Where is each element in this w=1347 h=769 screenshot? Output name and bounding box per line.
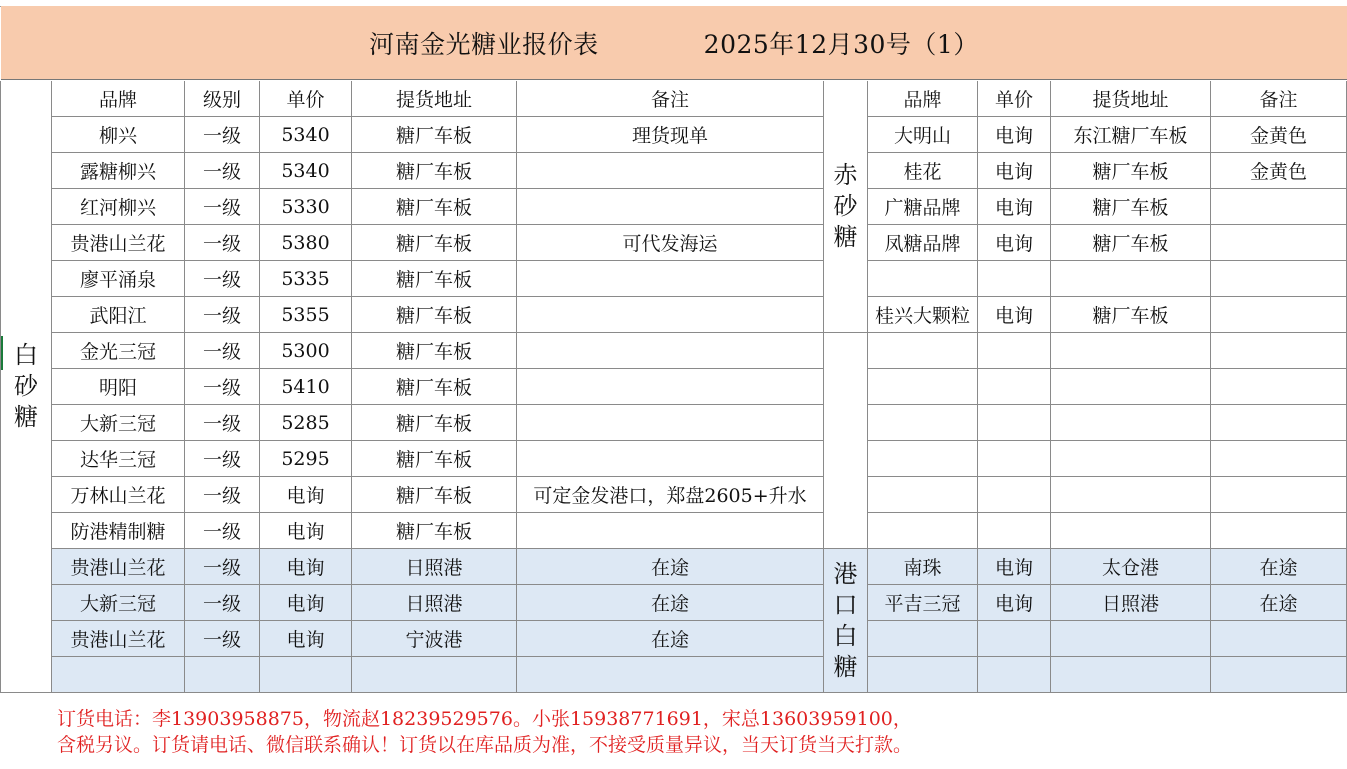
header-remark[interactable]: 备注 xyxy=(517,81,824,117)
category-blank-cell[interactable] xyxy=(824,333,868,549)
white-sugar-brand-cell[interactable]: 大新三冠 xyxy=(52,405,185,441)
red-sugar-brand-cell[interactable] xyxy=(868,441,978,477)
red-sugar-pickup-address-cell[interactable] xyxy=(1051,441,1211,477)
port-white-sugar-grade-cell[interactable]: 一级 xyxy=(185,621,260,657)
white-sugar-grade-cell[interactable]: 一级 xyxy=(185,225,260,261)
white-sugar-price-cell[interactable]: 5285 xyxy=(260,405,352,441)
white-sugar-price-cell[interactable]: 5295 xyxy=(260,441,352,477)
white-sugar-brand-cell[interactable]: 武阳江 xyxy=(52,297,185,333)
white-sugar-remark-cell[interactable] xyxy=(517,297,824,333)
white-sugar-price-cell[interactable]: 电询 xyxy=(260,513,352,549)
white-sugar-pickup-address-cell[interactable]: 糖厂车板 xyxy=(352,153,517,189)
white-sugar-brand-cell[interactable]: 达华三冠 xyxy=(52,441,185,477)
red-sugar-brand-cell[interactable]: 桂兴大颗粒 xyxy=(868,297,978,333)
white-sugar-brand-cell[interactable]: 露糖柳兴 xyxy=(52,153,185,189)
table-left-border xyxy=(0,81,1,693)
red-sugar-brand-cell[interactable] xyxy=(868,333,978,369)
white-sugar-brand-cell[interactable]: 贵港山兰花 xyxy=(52,225,185,261)
port-sugar-price-cell[interactable]: 电询 xyxy=(978,549,1051,585)
white-sugar-grade-cell[interactable]: 一级 xyxy=(185,369,260,405)
white-sugar-grade-cell[interactable]: 一级 xyxy=(185,189,260,225)
red-sugar-price-cell[interactable] xyxy=(978,513,1051,549)
port-sugar-pickup-address-cell[interactable] xyxy=(1051,657,1211,693)
white-sugar-grade-cell[interactable]: 一级 xyxy=(185,153,260,189)
white-sugar-pickup-address-cell[interactable]: 糖厂车板 xyxy=(352,189,517,225)
red-header-price[interactable]: 单价 xyxy=(978,81,1051,117)
red-sugar-pickup-address-cell[interactable] xyxy=(1051,261,1211,297)
port-white-sugar-price-cell[interactable]: 电询 xyxy=(260,621,352,657)
red-sugar-brand-cell[interactable] xyxy=(868,369,978,405)
white-sugar-pickup-address-cell[interactable]: 糖厂车板 xyxy=(352,441,517,477)
white-sugar-grade-cell[interactable]: 一级 xyxy=(185,513,260,549)
red-sugar-price-cell[interactable] xyxy=(978,333,1051,369)
header-grade[interactable]: 级别 xyxy=(185,81,260,117)
red-sugar-brand-cell[interactable]: 大明山 xyxy=(868,117,978,153)
white-sugar-pickup-address-cell[interactable]: 糖厂车板 xyxy=(352,225,517,261)
white-sugar-pickup-address-cell[interactable]: 糖厂车板 xyxy=(352,117,517,153)
white-sugar-pickup-address-cell[interactable]: 糖厂车板 xyxy=(352,369,517,405)
red-sugar-brand-cell[interactable]: 凤糖品牌 xyxy=(868,225,978,261)
white-sugar-brand-cell[interactable]: 金光三冠 xyxy=(52,333,185,369)
red-sugar-remark-cell[interactable] xyxy=(1211,189,1347,225)
port-white-sugar-remark-cell[interactable]: 在途 xyxy=(517,621,824,657)
white-sugar-remark-cell[interactable]: 可代发海运 xyxy=(517,225,824,261)
port-white-sugar-brand-cell[interactable]: 贵港山兰花 xyxy=(52,621,185,657)
red-sugar-remark-cell[interactable] xyxy=(1211,225,1347,261)
port-white-sugar-grade-cell[interactable]: 一级 xyxy=(185,585,260,621)
red-header-pickup-address[interactable]: 提货地址 xyxy=(1051,81,1211,117)
category-red-sugar[interactable]: 赤 砂 糖 xyxy=(824,81,868,333)
footer-contact-line: 订货电话：李13903958875，物流赵18239529576。小张15938771691，宋总13603959100， xyxy=(57,708,912,730)
port-sugar-brand-cell[interactable]: 南珠 xyxy=(868,549,978,585)
port-white-sugar-price-cell[interactable] xyxy=(260,657,352,693)
white-sugar-grade-cell[interactable]: 一级 xyxy=(185,477,260,513)
white-sugar-brand-cell[interactable]: 廖平涌泉 xyxy=(52,261,185,297)
red-sugar-pickup-address-cell[interactable] xyxy=(1051,477,1211,513)
port-white-sugar-brand-cell[interactable] xyxy=(52,657,185,693)
red-sugar-pickup-address-cell[interactable] xyxy=(1051,513,1211,549)
white-sugar-price-cell[interactable]: 5330 xyxy=(260,189,352,225)
white-sugar-remark-cell[interactable] xyxy=(517,333,824,369)
port-white-sugar-pickup-address-cell[interactable] xyxy=(352,657,517,693)
port-sugar-brand-cell[interactable]: 平吉三冠 xyxy=(868,585,978,621)
red-header-remark[interactable]: 备注 xyxy=(1211,81,1347,117)
white-sugar-remark-cell[interactable] xyxy=(517,261,824,297)
red-sugar-remark-cell[interactable] xyxy=(1211,477,1347,513)
red-sugar-remark-cell[interactable] xyxy=(1211,513,1347,549)
port-sugar-remark-cell[interactable] xyxy=(1211,657,1347,693)
white-sugar-remark-cell[interactable] xyxy=(517,153,824,189)
port-white-sugar-pickup-address-cell[interactable]: 宁波港 xyxy=(352,621,517,657)
white-sugar-remark-cell[interactable] xyxy=(517,405,824,441)
category-port-sugar[interactable]: 港 口 白 糖 xyxy=(824,549,868,693)
red-sugar-price-cell[interactable] xyxy=(978,369,1051,405)
white-sugar-grade-cell[interactable]: 一级 xyxy=(185,297,260,333)
red-sugar-remark-cell[interactable] xyxy=(1211,261,1347,297)
red-sugar-pickup-address-cell[interactable] xyxy=(1051,405,1211,441)
category-white-sugar[interactable]: 白 砂 糖 xyxy=(1,81,52,693)
red-sugar-price-cell[interactable] xyxy=(978,441,1051,477)
white-sugar-pickup-address-cell[interactable]: 糖厂车板 xyxy=(352,297,517,333)
red-sugar-brand-cell[interactable] xyxy=(868,477,978,513)
red-sugar-brand-cell[interactable] xyxy=(868,513,978,549)
white-sugar-grade-cell[interactable]: 一级 xyxy=(185,441,260,477)
white-sugar-brand-cell[interactable]: 柳兴 xyxy=(52,117,185,153)
red-header-brand[interactable]: 品牌 xyxy=(868,81,978,117)
white-sugar-remark-cell[interactable]: 理货现单 xyxy=(517,117,824,153)
port-white-sugar-grade-cell[interactable] xyxy=(185,657,260,693)
red-sugar-pickup-address-cell[interactable]: 糖厂车板 xyxy=(1051,153,1211,189)
white-sugar-grade-cell[interactable]: 一级 xyxy=(185,405,260,441)
white-sugar-pickup-address-cell[interactable]: 糖厂车板 xyxy=(352,405,517,441)
white-sugar-price-cell[interactable]: 5340 xyxy=(260,117,352,153)
port-white-sugar-remark-cell[interactable]: 在途 xyxy=(517,585,824,621)
port-sugar-pickup-address-cell[interactable]: 日照港 xyxy=(1051,585,1211,621)
white-sugar-grade-cell[interactable]: 一级 xyxy=(185,261,260,297)
red-sugar-price-cell[interactable]: 电询 xyxy=(978,153,1051,189)
white-sugar-price-cell[interactable]: 5335 xyxy=(260,261,352,297)
white-sugar-brand-cell[interactable]: 防港精制糖 xyxy=(52,513,185,549)
white-sugar-remark-cell[interactable] xyxy=(517,441,824,477)
white-sugar-price-cell[interactable]: 5410 xyxy=(260,369,352,405)
footer-notes xyxy=(57,706,912,758)
white-sugar-remark-cell[interactable] xyxy=(517,369,824,405)
red-sugar-pickup-address-cell[interactable]: 糖厂车板 xyxy=(1051,297,1211,333)
port-sugar-brand-cell[interactable] xyxy=(868,657,978,693)
white-sugar-brand-cell[interactable]: 万林山兰花 xyxy=(52,477,185,513)
footer-terms-line: 含税另议。订货请电话、微信联系确认！订货以在库品质为准，不接受质量异议，当天订货当天打款。 xyxy=(57,734,913,756)
port-sugar-price-cell[interactable] xyxy=(978,657,1051,693)
sheet-title: 河南金光糖业报价表 xyxy=(369,29,599,59)
red-sugar-brand-cell[interactable]: 桂花 xyxy=(868,153,978,189)
red-sugar-price-cell[interactable]: 电询 xyxy=(978,189,1051,225)
red-sugar-price-cell[interactable] xyxy=(978,405,1051,441)
white-sugar-grade-cell[interactable]: 一级 xyxy=(185,117,260,153)
red-sugar-remark-cell[interactable] xyxy=(1211,369,1347,405)
port-sugar-pickup-address-cell[interactable] xyxy=(1051,621,1211,657)
port-sugar-remark-cell[interactable]: 在途 xyxy=(1211,585,1347,621)
red-sugar-remark-cell[interactable] xyxy=(1211,333,1347,369)
port-white-sugar-brand-cell[interactable]: 大新三冠 xyxy=(52,585,185,621)
red-sugar-pickup-address-cell[interactable] xyxy=(1051,333,1211,369)
header-brand[interactable]: 品牌 xyxy=(52,81,185,117)
white-sugar-remark-cell[interactable] xyxy=(517,513,824,549)
red-sugar-brand-cell[interactable] xyxy=(868,261,978,297)
red-sugar-price-cell[interactable]: 电询 xyxy=(978,225,1051,261)
port-white-sugar-price-cell[interactable]: 电询 xyxy=(260,549,352,585)
white-sugar-pickup-address-cell[interactable]: 糖厂车板 xyxy=(352,261,517,297)
red-sugar-remark-cell[interactable]: 金黄色 xyxy=(1211,153,1347,189)
white-sugar-brand-cell[interactable]: 明阳 xyxy=(52,369,185,405)
white-sugar-grade-cell[interactable]: 一级 xyxy=(185,333,260,369)
port-white-sugar-brand-cell[interactable]: 贵港山兰花 xyxy=(52,549,185,585)
white-sugar-price-cell[interactable]: 电询 xyxy=(260,477,352,513)
port-white-sugar-price-cell[interactable]: 电询 xyxy=(260,585,352,621)
port-sugar-price-cell[interactable]: 电询 xyxy=(978,585,1051,621)
port-white-sugar-pickup-address-cell[interactable]: 日照港 xyxy=(352,549,517,585)
port-sugar-price-cell[interactable] xyxy=(978,621,1051,657)
red-sugar-pickup-address-cell[interactable]: 东江糖厂车板 xyxy=(1051,117,1211,153)
red-sugar-pickup-address-cell[interactable]: 糖厂车板 xyxy=(1051,189,1211,225)
white-sugar-brand-cell[interactable]: 红河柳兴 xyxy=(52,189,185,225)
red-sugar-price-cell[interactable]: 电询 xyxy=(978,117,1051,153)
white-sugar-pickup-address-cell[interactable]: 糖厂车板 xyxy=(352,333,517,369)
red-sugar-remark-cell[interactable]: 金黄色 xyxy=(1211,117,1347,153)
red-sugar-remark-cell[interactable] xyxy=(1211,297,1347,333)
red-sugar-price-cell[interactable] xyxy=(978,477,1051,513)
sheet-date: 2025年12月30号（1） xyxy=(703,29,979,59)
port-sugar-remark-cell[interactable] xyxy=(1211,621,1347,657)
red-sugar-brand-cell[interactable]: 广糖品牌 xyxy=(868,189,978,225)
red-sugar-price-cell[interactable] xyxy=(978,261,1051,297)
white-sugar-price-cell[interactable]: 5300 xyxy=(260,333,352,369)
white-sugar-pickup-address-cell[interactable]: 糖厂车板 xyxy=(352,477,517,513)
red-sugar-pickup-address-cell[interactable]: 糖厂车板 xyxy=(1051,225,1211,261)
port-sugar-pickup-address-cell[interactable]: 太仓港 xyxy=(1051,549,1211,585)
port-sugar-remark-cell[interactable]: 在途 xyxy=(1211,549,1347,585)
red-sugar-pickup-address-cell[interactable] xyxy=(1051,369,1211,405)
white-sugar-pickup-address-cell[interactable]: 糖厂车板 xyxy=(352,513,517,549)
red-sugar-price-cell[interactable]: 电询 xyxy=(978,297,1051,333)
red-sugar-remark-cell[interactable] xyxy=(1211,441,1347,477)
port-sugar-brand-cell[interactable] xyxy=(868,621,978,657)
header-price[interactable]: 单价 xyxy=(260,81,352,117)
header-pickup-address[interactable]: 提货地址 xyxy=(352,81,517,117)
port-white-sugar-remark-cell[interactable]: 在途 xyxy=(517,549,824,585)
white-sugar-price-cell[interactable]: 5380 xyxy=(260,225,352,261)
white-sugar-remark-cell[interactable] xyxy=(517,189,824,225)
port-white-sugar-grade-cell[interactable]: 一级 xyxy=(185,549,260,585)
port-white-sugar-pickup-address-cell[interactable]: 日照港 xyxy=(352,585,517,621)
white-sugar-price-cell[interactable]: 5340 xyxy=(260,153,352,189)
red-sugar-brand-cell[interactable] xyxy=(868,405,978,441)
port-white-sugar-remark-cell[interactable] xyxy=(517,657,824,693)
red-sugar-remark-cell[interactable] xyxy=(1211,405,1347,441)
white-sugar-price-cell[interactable]: 5355 xyxy=(260,297,352,333)
white-sugar-remark-cell[interactable]: 可定金发港口，郑盘2605+升水 xyxy=(517,477,824,513)
